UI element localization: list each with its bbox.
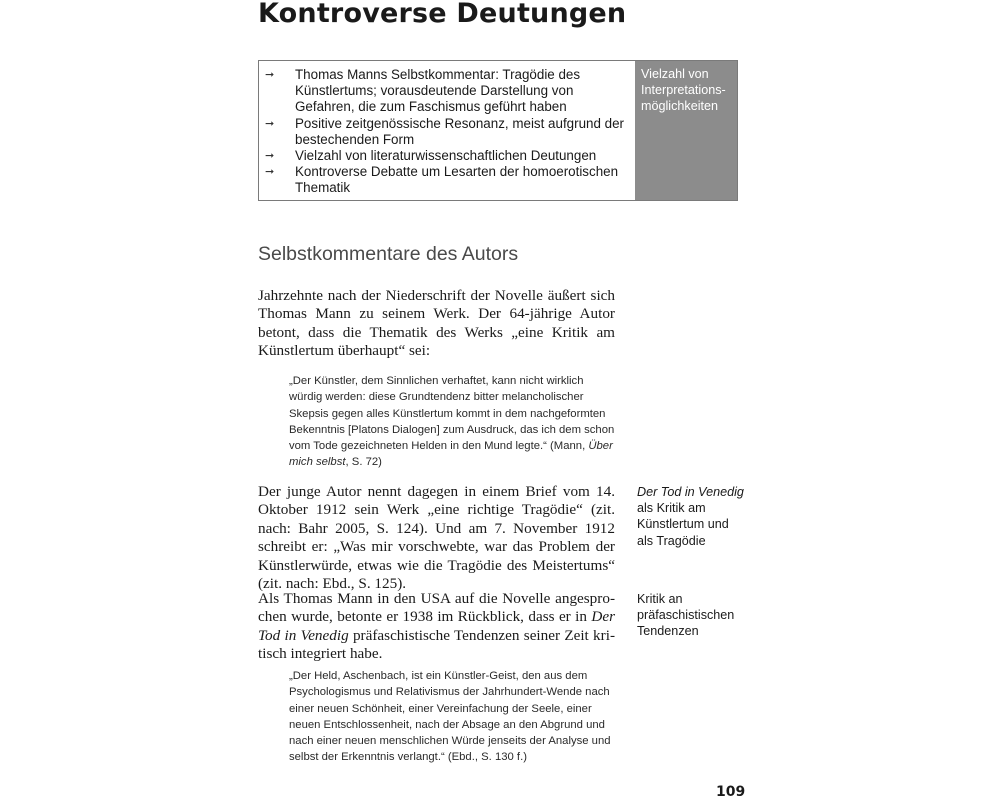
summary-item (265, 148, 627, 164)
summary-item (265, 67, 627, 116)
margin-note: Kritik an präfaschistischen Tendenzen (637, 592, 735, 639)
summary-item-text: Thomas Manns Selbstkommentar: Tragödie des Künstlertums; vorausdeutende Darstellung von Gefahren, die zum Faschismus geführt haben (295, 67, 581, 115)
summary-item-text: Positive zeitgenössische Resonanz, meist aufgrund der bestechenden Form (295, 115, 624, 147)
page-title: Kontroverse Deutungen (258, 0, 627, 29)
quote-source-title: Über mich selbst (289, 440, 613, 469)
section-heading: Selbstkommentare des Autors (258, 243, 519, 265)
margin-note-text: als Kritik am Künstlertum und als Tragödie (637, 501, 729, 548)
quote-block: „Der Held, Aschenbach, ist ein Künstler-Geist, den aus dem Psychologismus und Relativismus der Jahrhundert-Wende nach einer neuen Schönheit, einer Vereinfachung der Seele, einer neuen Entschlossenheit, nach der Absage an den Abgrund und nach einer neuen menschlichen Würde jenseits der Analyse und selbst der Erkenntnis verlangt.“ (Ebd., S. 130 f.) (289, 670, 611, 764)
quote-block (289, 373, 619, 471)
paragraph-letter: Der junge Autor nennt dagegen in einem Brief vom 14. Oktober 1912 sein Werk „eine richtige Tragödie“ (zit. nach: Bahr 2005, S. 124). Und am 7. November 1912 schreibt er: „Was mir vorschwebte, war das Problem der Künstlerwürde, etwas wie die Tragödie des Meistertums“ (zit. nach: Ebd., S. 125). (258, 483, 615, 593)
margin-note (637, 484, 745, 549)
paragraph-text: Als Thomas Mann in den USA auf die Novelle angesprochen wurde, betonte er 1938 im Rückblick, dass er in (258, 590, 615, 626)
work-title: Der Tod in Venedig (258, 608, 615, 644)
quote-source-tail: , S. 72) (345, 456, 382, 469)
paragraph-text: präfaschistische Tendenzen seiner Zeit kritisch integriert habe. (258, 626, 615, 663)
summary-item-text: Vielzahl von literaturwissenschaftlichen Deutungen (295, 148, 597, 164)
arrow-right-icon: ➞ (265, 149, 275, 163)
summary-list (259, 61, 635, 200)
arrow-right-icon: ➞ (265, 165, 275, 179)
summary-item (265, 116, 627, 148)
paragraph-retrospective (258, 590, 615, 664)
summary-item-text: Kontroverse Debatte um Lesarten der homoerotischen Thematik (295, 164, 619, 196)
page-number: 109 (716, 784, 746, 800)
arrow-right-icon: ➞ (265, 68, 275, 81)
quote-text: „Der Künstler, dem Sinnlichen verhaftet, kann nicht wirklich würdig werden: diese Grundtendenz bitter melancholischer Skepsis gegen alles Künstlertum kommt in dem nachgeformten Bekenntnis [Platons Dialogen] zum Ausdruck, das ich dem schon vom Tode gezeichneten Helden in den Mund legte.“ (Mann, (289, 375, 615, 453)
margin-note-title: Der Tod in Venedig (637, 485, 744, 499)
summary-box (258, 60, 738, 201)
arrow-right-icon: ➞ (265, 116, 275, 130)
summary-sidebar-label: Vielzahl von Interpretationsmöglichkeiten (635, 61, 737, 200)
paragraph-intro: Jahrzehnte nach der Niederschrift der Novelle äußert sich Thomas Mann zu seinem Werk. Der 64-jährige Autor betont, dass die Thematik des Werks „eine Kritik am Künstlertum überhaupt“ sei: (258, 287, 615, 360)
summary-item (265, 164, 627, 196)
